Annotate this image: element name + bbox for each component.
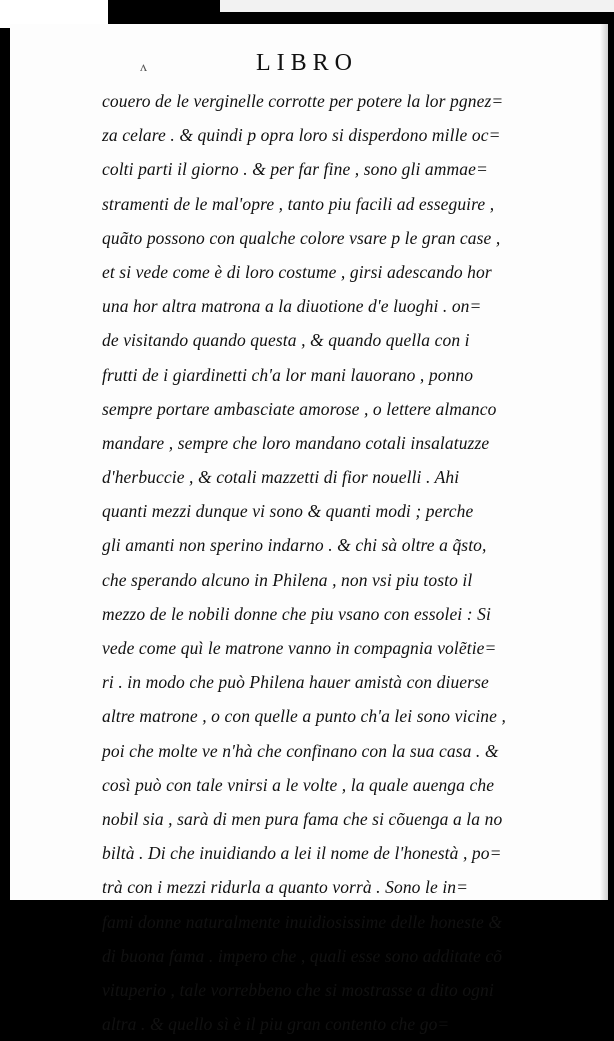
text-line: et si vede come è di loro costume , girsi adescando hor xyxy=(102,261,492,282)
stray-ink-mark: ʌ xyxy=(140,60,147,75)
text-line: stramenti de le mal'opre , tanto piu facili ad esseguire , xyxy=(102,193,495,214)
text-line: di buona fama . impero che , quali esse sono additate cõ xyxy=(102,945,503,966)
text-line: frutti de i giardinetti ch'a lor mani lauorano , ponno xyxy=(102,364,474,385)
text-line: nobil sia , sarà di men pura fama che si cõuenga a la no xyxy=(102,808,503,829)
book-page xyxy=(10,24,608,1035)
text-line: che sperando alcuno in Philena , non vsi piu tosto il xyxy=(102,569,473,590)
body-text xyxy=(102,84,610,1035)
text-line: za celare . & quindi p opra loro si disperdono mille oc= xyxy=(102,125,501,146)
text-line: quãto possono con qualche colore vsare p le gran case , xyxy=(102,227,501,248)
text-line: sempre portare ambasciate amorose , o lettere almanco xyxy=(102,398,497,419)
running-head: LIBRO xyxy=(256,50,358,76)
text-line: trà con i mezzi ridurla a quanto vorrà . Sono le in= xyxy=(102,877,469,898)
text-line: altre matrone , o con quelle a punto ch'a lei sono vicine , xyxy=(102,706,506,727)
text-line: altra . & quello sì è il piu gran contento che go= xyxy=(102,1014,450,1035)
text-line: una hor altra matrona a la diuotione d'e luoghi . on= xyxy=(102,296,482,317)
text-line: fami donne naturalmente inuidiosissime delle honeste & xyxy=(102,911,503,932)
text-line: biltà . Di che inuidiando a lei il nome de l'honestà , po= xyxy=(102,843,502,864)
text-line: mandare , sempre che loro mandano cotali insalatuzze xyxy=(102,432,490,453)
text-line: quanti mezzi dunque vi sono & quanti modi ; perche xyxy=(102,501,474,522)
text-line: couero de le verginelle corrotte per potere la lor pgnez= xyxy=(102,91,504,111)
top-page-edge xyxy=(220,0,614,12)
text-line: così può con tale vnirsi a le volte , la quale auenga che xyxy=(102,774,495,795)
text-line: vede come quì le matrone vanno in compagnia volẽtie= xyxy=(102,638,497,658)
text-line: d'herbuccie , & cotali mazzetti di fior nouelli . Ahi xyxy=(102,467,460,488)
text-line: gli amanti non sperino indarno . & chi sà oltre a q̃sto, xyxy=(102,535,487,556)
text-line: poi che molte ve n'hà che confinano con la sua casa . & xyxy=(102,740,499,761)
text-line: de visitando quando questa , & quando quella con i xyxy=(102,330,470,351)
text-line: ri . in modo che può Philena hauer amistà con diuerse xyxy=(102,672,489,693)
text-line: colti parti il giorno . & per far fine , sono gli ammae= xyxy=(102,159,488,180)
text-line: vituperio , tale vorrebbeno che si mostrasse a dito ogni xyxy=(102,979,494,1000)
text-line: mezzo de le nobili donne che piu vsano con essolei : Si xyxy=(102,603,491,624)
